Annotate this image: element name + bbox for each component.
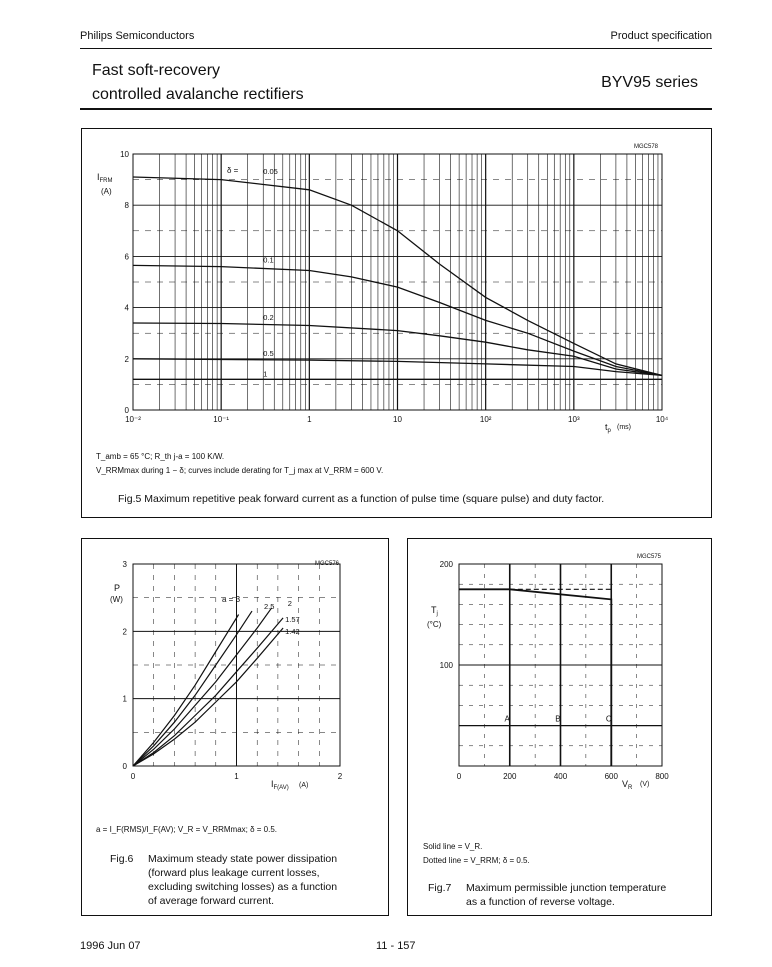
fig5-yunit: (A) <box>101 187 112 196</box>
fig6-code: MGC576 <box>315 561 340 567</box>
fig7-y-tick-label: 100 <box>439 661 453 670</box>
fig6-curve-label: 1.57 <box>285 614 300 624</box>
fig7-ylabel: $T_j$ <box>431 605 438 617</box>
fig5-code: MGC578 <box>634 144 659 150</box>
fig6-curve-3 <box>133 615 239 767</box>
fig6-yunit: (W) <box>110 595 123 604</box>
fig6-caption-line-1: Maximum steady state power dissipation <box>148 853 338 865</box>
fig7-x-tick-label: 200 <box>503 772 517 781</box>
fig6-y-tick-label: 2 <box>122 627 127 637</box>
fig7-region-label: A <box>504 714 510 724</box>
fig5-delta-label: δ = <box>227 166 239 175</box>
fig7-caption-num: Fig.7 <box>428 882 452 894</box>
header-rule-bottom <box>80 108 712 110</box>
fig7-x-tick-label: 400 <box>553 772 568 781</box>
fig7-chart <box>407 538 710 798</box>
fig6-y-tick-label: 0 <box>122 762 127 771</box>
fig7-x-tick-label: 800 <box>655 772 669 781</box>
fig5-x-tick-label: 10³ <box>568 415 580 424</box>
fig5-chart <box>81 128 711 434</box>
fig5-curve-label: 0.5 <box>263 348 274 358</box>
fig6-y-tick-label: 1 <box>122 694 127 704</box>
fig5-caption: Fig.5 Maximum repetitive peak forward current as a function of pulse time (square pulse) and duty factor. <box>118 493 605 505</box>
fig6-caption-num: Fig.6 <box>110 853 134 865</box>
fig5-y-tick-label: 4 <box>124 303 129 313</box>
footer-date: 1996 Jun 07 <box>80 940 141 952</box>
fig5-note-2: V_RRMmax during 1 − δ; curves include derating for T_j max at V_RRM = 600 V. <box>96 466 384 475</box>
fig6-curve-label: 2 <box>287 598 292 608</box>
fig7-x-tick-label: 0 <box>456 772 462 781</box>
fig6-caption-line-2: (forward plus leakage current losses, <box>148 867 320 879</box>
fig6-xlabel: $I_{F(AV)}$ <box>271 779 289 791</box>
fig5-x-tick-label: 10⁻¹ <box>213 415 230 424</box>
company-name: Philips Semiconductors <box>80 30 195 42</box>
fig5-x-tick-label: 1 <box>307 415 312 424</box>
fig6-chart <box>81 538 387 798</box>
fig5-x-tick-label: 10 <box>393 415 402 424</box>
fig7-x-tick-label: 600 <box>604 772 618 781</box>
fig5-y-tick-label: 8 <box>124 201 129 211</box>
fig5-x-tick-label: 10⁻² <box>125 415 141 424</box>
fig6-a-label: a = 3 <box>222 595 241 604</box>
title-line-2: controlled avalanche rectifiers <box>92 86 304 103</box>
fig7-region-label: C <box>605 714 612 724</box>
fig5-y-tick-label: 0 <box>124 406 129 415</box>
fig6-curve-label: 1.42 <box>285 626 300 636</box>
fig7-code: MGC575 <box>637 554 662 560</box>
series-name: BYV95 series <box>601 74 698 91</box>
fig5-y-tick-label: 10 <box>120 150 129 159</box>
footer-page-number: 11 - 157 <box>376 940 416 952</box>
fig5-curve-label: 1 <box>263 369 268 379</box>
fig7-yunit: (°C) <box>427 620 442 629</box>
fig7-region-label: B <box>555 714 561 724</box>
fig5-xlabel: $t_p$ <box>605 422 611 434</box>
fig6-x-tick-label: 1 <box>234 772 239 781</box>
fig5-x-tick-label: 10² <box>479 415 492 424</box>
fig7-y-tick-label: 200 <box>439 560 453 569</box>
fig7-caption-line-1: Maximum permissible junction temperature <box>466 882 667 894</box>
fig6-x-tick-label: 0 <box>130 772 136 781</box>
title-line-1: Fast soft-recovery <box>92 62 221 79</box>
fig6-curve-1.42 <box>133 628 283 766</box>
fig6-caption-line-4: of average forward current. <box>148 895 275 907</box>
fig7-caption-text <box>466 881 666 909</box>
fig6-curve-label: 2.5 <box>264 602 275 612</box>
fig7-xunit: (V) <box>640 781 650 788</box>
fig5-x-tick-label: 10⁴ <box>655 415 669 424</box>
fig5-ylabel: $I_{FRM}$ <box>97 172 113 184</box>
fig5-y-tick-label: 6 <box>124 252 129 262</box>
fig6-x-tick-label: 2 <box>337 772 343 781</box>
fig7-note-2: Dotted line = V_RRM; δ = 0.5. <box>423 856 530 865</box>
header-rule-top <box>80 48 712 49</box>
fig6-caption-line-3: excluding switching losses) as a function <box>148 881 338 893</box>
fig7-note-1: Solid line = V_R. <box>423 842 483 851</box>
fig6-xunit: (A) <box>299 782 309 789</box>
fig5-note-1: T_amb = 65 °C; R_th j-a = 100 K/W. <box>96 452 225 461</box>
fig6-note: a = I_F(RMS)/I_F(AV); V_R = V_RRMmax; δ = 0.5. <box>96 825 278 834</box>
fig5-curve-label: 0.2 <box>263 312 274 322</box>
fig6-ylabel: P <box>114 583 121 593</box>
fig5-curve-label: 0.1 <box>263 255 274 265</box>
fig5-curve-label: 0.05 <box>263 167 278 177</box>
fig6-caption-text <box>148 852 337 908</box>
fig7-caption-line-2: as a function of reverse voltage. <box>466 896 615 908</box>
fig5-y-tick-label: 2 <box>124 354 129 364</box>
fig6-y-tick-label: 3 <box>122 560 127 569</box>
fig7-xlabel: $V_R$ <box>622 779 633 791</box>
fig5-xunit: (ms) <box>617 424 631 431</box>
document-type: Product specification <box>610 30 712 42</box>
